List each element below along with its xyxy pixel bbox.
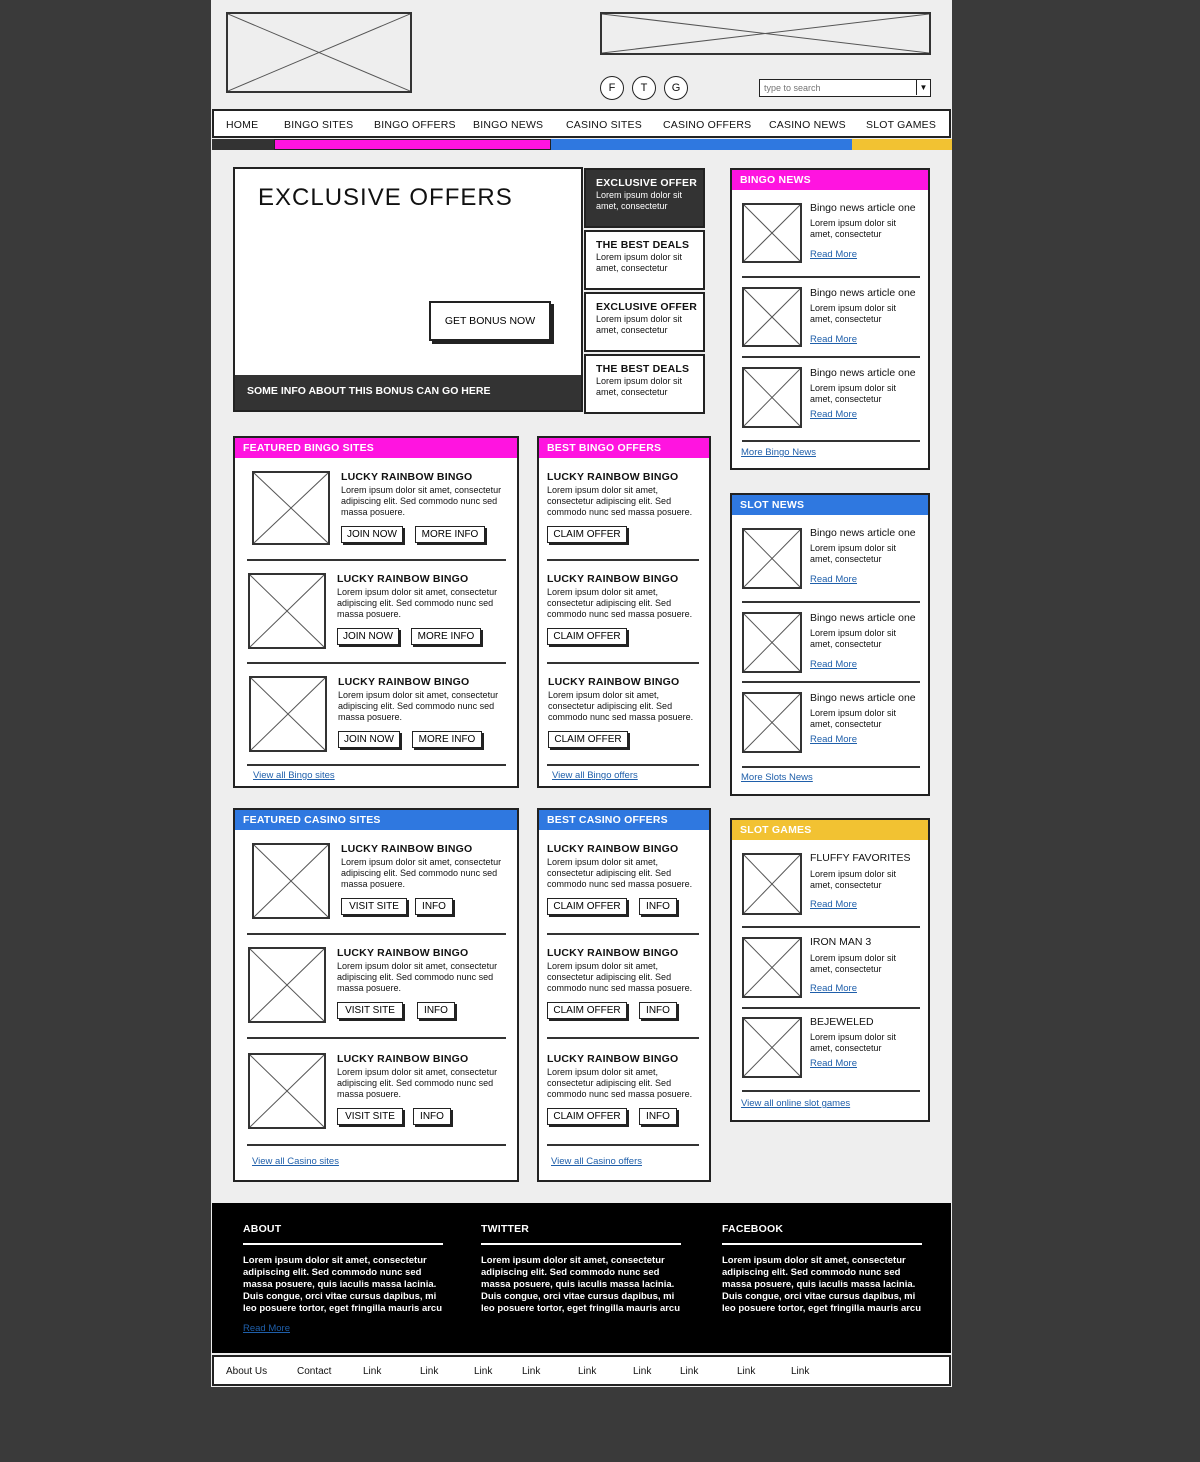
game-title: BEJEWELED: [810, 1016, 874, 1028]
slot-games-box: [730, 818, 930, 1122]
read-more-link[interactable]: Read More: [810, 334, 857, 345]
game-desc: Lorem ipsum dolor sit amet, consectetur: [810, 1032, 897, 1053]
more-bingo-news-link[interactable]: More Bingo News: [741, 447, 816, 458]
view-all-casino-sites-link[interactable]: View all Casino sites: [252, 1156, 339, 1167]
game-title: FLUFFY FAVORITES: [810, 852, 911, 864]
image-placeholder[interactable]: [248, 947, 326, 1023]
divider: [247, 662, 506, 664]
box-header: BEST CASINO OFFERS: [539, 810, 709, 830]
nav-casino-news[interactable]: CASINO NEWS: [769, 119, 846, 131]
divider: [742, 1007, 920, 1009]
visit-site-button[interactable]: VISIT SITE: [337, 1108, 403, 1125]
footer-read-more-link[interactable]: Read More: [243, 1322, 290, 1334]
read-more-link[interactable]: Read More: [810, 574, 857, 585]
divider: [742, 356, 920, 358]
search-input[interactable]: [760, 80, 914, 95]
footer-heading: ABOUT: [243, 1223, 282, 1235]
footer-text: Lorem ipsum dolor sit amet, consectetur adipiscing elit. Sed commodo nunc sed massa posuere, quis iaculis massa lacinia. Duis congue, orci vitae cursus dapibus, mi leo posuere tortor, eget fringilla mauris arcu: [481, 1254, 681, 1314]
footer-heading: FACEBOOK: [722, 1223, 784, 1235]
footer-link[interactable]: Link: [363, 1366, 382, 1377]
hero-tab-4[interactable]: [584, 354, 705, 414]
bingo-news-box: [730, 168, 930, 470]
hero-info: SOME INFO ABOUT THIS BONUS CAN GO HERE: [235, 375, 581, 410]
info-button[interactable]: INFO: [639, 898, 677, 915]
divider: [742, 1090, 920, 1092]
nav-bingo-news[interactable]: BINGO NEWS: [473, 119, 544, 131]
offer-desc: Lorem ipsum dolor sit amet, consectetur adipiscing elit. Sed commodo nunc sed massa posuere.: [548, 690, 694, 722]
divider: [247, 1144, 506, 1146]
more-info-button[interactable]: MORE INFO: [411, 628, 481, 645]
footer-link[interactable]: Link: [633, 1366, 652, 1377]
info-button[interactable]: INFO: [417, 1002, 455, 1019]
site-desc: Lorem ipsum dolor sit amet, consectetur adipiscing elit. Sed commodo nunc sed massa posuere.: [341, 485, 502, 517]
divider: [742, 440, 920, 442]
join-now-button[interactable]: JOIN NOW: [341, 526, 403, 543]
hero-tab-3[interactable]: [584, 292, 705, 352]
join-now-button[interactable]: JOIN NOW: [338, 731, 400, 748]
footer-link[interactable]: Link: [578, 1366, 597, 1377]
site-title: LUCKY RAINBOW BINGO: [337, 947, 469, 959]
hero-tab-desc: Lorem ipsum dolor sit amet, consectetur: [596, 252, 683, 273]
footer-divider: [722, 1243, 922, 1245]
footer-text: Lorem ipsum dolor sit amet, consectetur adipiscing elit. Sed commodo nunc sed massa posuere, quis iaculis massa lacinia. Duis congue, orci vitae cursus dapibus, mi leo posuere tortor, eget fringilla mauris arcu: [722, 1254, 922, 1314]
read-more-link[interactable]: Read More: [810, 983, 857, 994]
image-placeholder[interactable]: [742, 853, 802, 915]
game-title: IRON MAN 3: [810, 936, 872, 948]
site-desc: Lorem ipsum dolor sit amet, consectetur adipiscing elit. Sed commodo nunc sed massa posuere.: [337, 961, 498, 993]
hero-title: EXCLUSIVE OFFERS: [258, 184, 513, 211]
divider: [547, 933, 699, 935]
read-more-link[interactable]: Read More: [810, 409, 857, 420]
view-all-bingo-offers-link[interactable]: View all Bingo offers: [552, 770, 638, 781]
twitter-icon[interactable]: T: [632, 76, 656, 100]
divider: [547, 1037, 699, 1039]
nav-bingo-offers[interactable]: BINGO OFFERS: [374, 119, 456, 131]
nav-home[interactable]: HOME: [226, 119, 259, 131]
read-more-link[interactable]: Read More: [810, 899, 857, 910]
hero-tab-title: THE BEST DEALS: [596, 239, 690, 251]
info-button[interactable]: INFO: [415, 898, 453, 915]
divider: [547, 1144, 699, 1146]
footer-text: Lorem ipsum dolor sit amet, consectetur adipiscing elit. Sed commodo nunc sed massa posuere, quis iaculis massa lacinia. Duis congue, orci vitae cursus dapibus, mi leo posuere tortor, eget fringilla mauris arcu: [243, 1254, 443, 1314]
footer-about: [243, 1223, 443, 1336]
box-header: BINGO NEWS: [732, 170, 928, 190]
image-placeholder[interactable]: [742, 367, 802, 428]
site-title: LUCKY RAINBOW BINGO: [337, 1053, 469, 1065]
join-now-button[interactable]: JOIN NOW: [337, 628, 399, 645]
read-more-link[interactable]: Read More: [810, 1058, 857, 1069]
footer-facebook: [722, 1223, 922, 1315]
footer-heading: TWITTER: [481, 1223, 530, 1235]
site-desc: Lorem ipsum dolor sit amet, consectetur adipiscing elit. Sed commodo nunc sed massa posuere.: [341, 857, 502, 889]
offer-title: LUCKY RAINBOW BINGO: [547, 843, 679, 855]
read-more-link[interactable]: Read More: [810, 734, 857, 745]
nav-casino-offers[interactable]: CASINO OFFERS: [663, 119, 752, 131]
footer-link-contact[interactable]: Contact: [297, 1366, 332, 1377]
site-desc: Lorem ipsum dolor sit amet, consectetur adipiscing elit. Sed commodo nunc sed massa posuere.: [337, 587, 498, 619]
view-all-bingo-sites-link[interactable]: View all Bingo sites: [253, 770, 335, 781]
offer-title: LUCKY RAINBOW BINGO: [547, 471, 679, 483]
read-more-link[interactable]: Read More: [810, 249, 857, 260]
divider: [547, 662, 699, 664]
image-placeholder[interactable]: [742, 937, 802, 998]
offer-desc: Lorem ipsum dolor sit amet, consectetur adipiscing elit. Sed commodo nunc sed massa posuere.: [547, 485, 693, 517]
divider: [547, 559, 699, 561]
news-title: Bingo news article one: [810, 612, 916, 624]
footer-link[interactable]: Link: [680, 1366, 699, 1377]
news-title: Bingo news article one: [810, 287, 916, 299]
nav-casino-sites[interactable]: CASINO SITES: [566, 119, 642, 131]
bottom-nav: [212, 1355, 951, 1386]
footer-twitter: [481, 1223, 681, 1315]
image-placeholder[interactable]: [742, 203, 802, 263]
view-all-slot-games-link[interactable]: View all online slot games: [741, 1098, 851, 1109]
page: [211, 0, 952, 1387]
game-desc: Lorem ipsum dolor sit amet, consectetur: [810, 869, 897, 890]
image-placeholder[interactable]: [252, 471, 330, 545]
footer-link[interactable]: Link: [420, 1366, 439, 1377]
site-title: LUCKY RAINBOW BINGO: [341, 471, 473, 483]
news-title: Bingo news article one: [810, 367, 916, 379]
hero-tab-desc: Lorem ipsum dolor sit amet, consectetur: [596, 376, 683, 397]
site-title: LUCKY RAINBOW BINGO: [338, 676, 470, 688]
image-placeholder[interactable]: [249, 676, 327, 752]
facebook-icon[interactable]: F: [600, 76, 624, 100]
news-desc: Lorem ipsum dolor sit amet, consectetur: [810, 543, 897, 564]
box-header: FEATURED CASINO SITES: [235, 810, 517, 830]
hero-tab-title: EXCLUSIVE OFFER: [596, 301, 698, 313]
offer-desc: Lorem ipsum dolor sit amet, consectetur adipiscing elit. Sed commodo nunc sed massa posuere.: [547, 961, 693, 993]
divider: [742, 766, 920, 768]
game-desc: Lorem ipsum dolor sit amet, consectetur: [810, 953, 897, 974]
hero-tab-2[interactable]: [584, 230, 705, 290]
hero-tab-desc: Lorem ipsum dolor sit amet, consectetur: [596, 190, 683, 211]
box-header: BEST BINGO OFFERS: [539, 438, 709, 458]
nav-bingo-sites[interactable]: BINGO SITES: [284, 119, 354, 131]
offer-title: LUCKY RAINBOW BINGO: [548, 676, 680, 688]
google-icon[interactable]: G: [664, 76, 688, 100]
nav-slot-games[interactable]: SLOT GAMES: [866, 119, 937, 131]
news-desc: Lorem ipsum dolor sit amet, consectetur: [810, 628, 897, 649]
divider: [742, 601, 920, 603]
footer-link[interactable]: Link: [791, 1366, 810, 1377]
main-nav: [212, 109, 951, 138]
site-desc: Lorem ipsum dolor sit amet, consectetur adipiscing elit. Sed commodo nunc sed massa posuere.: [337, 1067, 498, 1099]
banner-placeholder[interactable]: [600, 12, 931, 55]
divider: [547, 764, 699, 766]
chevron-down-icon[interactable]: ▼: [916, 80, 930, 95]
news-title: Bingo news article one: [810, 527, 916, 539]
footer-link[interactable]: Link: [737, 1366, 756, 1377]
image-placeholder[interactable]: [742, 287, 802, 347]
site-title: LUCKY RAINBOW BINGO: [337, 573, 469, 585]
box-header: SLOT GAMES: [732, 820, 928, 840]
image-placeholder[interactable]: [248, 573, 326, 649]
footer-link[interactable]: Link: [474, 1366, 493, 1377]
offer-title: LUCKY RAINBOW BINGO: [547, 947, 679, 959]
info-button[interactable]: INFO: [639, 1108, 677, 1125]
stripe-blue: [551, 139, 852, 150]
divider: [247, 1037, 506, 1039]
footer-divider: [243, 1243, 443, 1245]
offer-title: LUCKY RAINBOW BINGO: [547, 1053, 679, 1065]
hero-tab-1[interactable]: [584, 168, 705, 228]
get-bonus-button[interactable]: GET BONUS NOW: [429, 301, 551, 341]
stripe-yellow: [852, 139, 952, 150]
claim-offer-button[interactable]: CLAIM OFFER: [548, 731, 628, 748]
hero-tab-title: EXCLUSIVE OFFER: [596, 177, 698, 189]
footer: [212, 1203, 951, 1353]
image-placeholder[interactable]: [742, 612, 802, 673]
logo-placeholder[interactable]: [226, 12, 412, 93]
divider: [742, 276, 920, 278]
site-desc: Lorem ipsum dolor sit amet, consectetur adipiscing elit. Sed commodo nunc sed massa posuere.: [338, 690, 499, 722]
site-title: LUCKY RAINBOW BINGO: [341, 843, 473, 855]
news-desc: Lorem ipsum dolor sit amet, consectetur: [810, 218, 897, 239]
search-box: [759, 79, 931, 97]
hero-banner: [233, 167, 583, 412]
offer-title: LUCKY RAINBOW BINGO: [547, 573, 679, 585]
news-title: Bingo news article one: [810, 692, 916, 704]
claim-offer-button[interactable]: CLAIM OFFER: [547, 898, 627, 915]
divider: [247, 933, 506, 935]
footer-link-about-us[interactable]: About Us: [226, 1366, 268, 1377]
featured-casino-box: [233, 808, 519, 1182]
offer-desc: Lorem ipsum dolor sit amet, consectetur adipiscing elit. Sed commodo nunc sed massa posuere.: [547, 587, 693, 619]
news-title: Bingo news article one: [810, 202, 916, 214]
hero-tab-desc: Lorem ipsum dolor sit amet, consectetur: [596, 314, 683, 335]
more-slots-news-link[interactable]: More Slots News: [741, 772, 813, 783]
hero-tab-title: THE BEST DEALS: [596, 363, 690, 375]
news-desc: Lorem ipsum dolor sit amet, consectetur: [810, 708, 897, 729]
divider: [742, 681, 920, 683]
more-info-button[interactable]: MORE INFO: [412, 731, 482, 748]
offer-desc: Lorem ipsum dolor sit amet, consectetur adipiscing elit. Sed commodo nunc sed massa posuere.: [547, 857, 693, 889]
divider: [247, 559, 506, 561]
best-casino-box: [537, 808, 711, 1182]
slot-news-box: [730, 493, 930, 796]
image-placeholder[interactable]: [742, 692, 802, 753]
info-button[interactable]: INFO: [413, 1108, 451, 1125]
claim-offer-button[interactable]: CLAIM OFFER: [547, 526, 627, 543]
claim-offer-button[interactable]: CLAIM OFFER: [547, 628, 627, 645]
divider: [247, 764, 506, 766]
visit-site-button[interactable]: VISIT SITE: [337, 1002, 403, 1019]
divider: [742, 926, 920, 928]
image-placeholder[interactable]: [248, 1053, 326, 1129]
news-desc: Lorem ipsum dolor sit amet, consectetur: [810, 303, 897, 324]
read-more-link[interactable]: Read More: [810, 659, 857, 670]
info-button[interactable]: INFO: [639, 1002, 677, 1019]
offer-desc: Lorem ipsum dolor sit amet, consectetur adipiscing elit. Sed commodo nunc sed massa posuere.: [547, 1067, 693, 1099]
claim-offer-button[interactable]: CLAIM OFFER: [547, 1108, 627, 1125]
visit-site-button[interactable]: VISIT SITE: [341, 898, 407, 915]
stripe-dark: [212, 139, 274, 150]
footer-link[interactable]: Link: [522, 1366, 541, 1377]
view-all-casino-offers-link[interactable]: View all Casino offers: [551, 1156, 643, 1167]
image-placeholder[interactable]: [742, 528, 802, 589]
box-header: SLOT NEWS: [732, 495, 928, 515]
news-desc: Lorem ipsum dolor sit amet, consectetur: [810, 383, 897, 404]
claim-offer-button[interactable]: CLAIM OFFER: [547, 1002, 627, 1019]
image-placeholder[interactable]: [252, 843, 330, 919]
featured-bingo-box: [233, 436, 519, 788]
best-bingo-box: [537, 436, 711, 788]
image-placeholder[interactable]: [742, 1017, 802, 1078]
footer-divider: [481, 1243, 681, 1245]
box-header: FEATURED BINGO SITES: [235, 438, 517, 458]
stripe-magenta: [274, 139, 551, 150]
more-info-button[interactable]: MORE INFO: [415, 526, 485, 543]
